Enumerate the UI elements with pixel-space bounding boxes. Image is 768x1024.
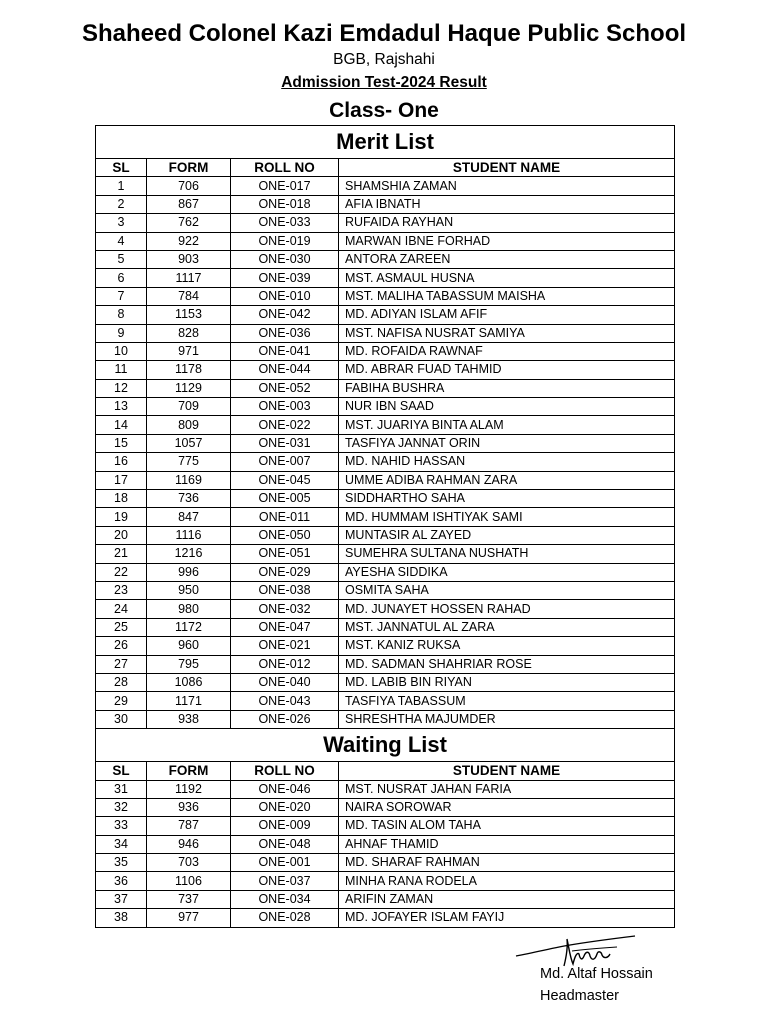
cell-form: 980	[147, 600, 231, 618]
cell-sl: 2	[96, 195, 147, 213]
cell-student-name: OSMITA SAHA	[339, 581, 675, 599]
cell-roll-no: ONE-028	[231, 909, 339, 927]
cell-roll-no: ONE-021	[231, 637, 339, 655]
cell-form: 1169	[147, 471, 231, 489]
table-row	[96, 780, 675, 798]
table-row	[96, 637, 675, 655]
cell-form: 1116	[147, 526, 231, 544]
cell-sl: 11	[96, 361, 147, 379]
column-header-roll: ROLL NO	[231, 762, 339, 780]
cell-roll-no: ONE-042	[231, 306, 339, 324]
column-header-form: FORM	[147, 159, 231, 177]
cell-roll-no: ONE-047	[231, 618, 339, 636]
cell-form: 867	[147, 195, 231, 213]
cell-sl: 29	[96, 692, 147, 710]
cell-form: 1216	[147, 545, 231, 563]
table-row	[96, 434, 675, 452]
cell-roll-no: ONE-034	[231, 890, 339, 908]
cell-roll-no: ONE-045	[231, 471, 339, 489]
column-header-sl: SL	[96, 762, 147, 780]
cell-student-name: UMME ADIBA RAHMAN ZARA	[339, 471, 675, 489]
column-header-name: STUDENT NAME	[339, 159, 675, 177]
cell-student-name: MST. KANIZ RUKSA	[339, 637, 675, 655]
cell-student-name: NAIRA SOROWAR	[339, 798, 675, 816]
cell-sl: 31	[96, 780, 147, 798]
cell-student-name: MD. JOFAYER ISLAM FAYIJ	[339, 909, 675, 927]
merit-list-title: Merit List	[96, 126, 675, 159]
cell-roll-no: ONE-052	[231, 379, 339, 397]
cell-roll-no: ONE-032	[231, 600, 339, 618]
cell-roll-no: ONE-026	[231, 710, 339, 728]
cell-sl: 26	[96, 637, 147, 655]
table-row	[96, 692, 675, 710]
cell-student-name: AFIA IBNATH	[339, 195, 675, 213]
cell-form: 809	[147, 416, 231, 434]
cell-roll-no: ONE-009	[231, 817, 339, 835]
cell-sl: 34	[96, 835, 147, 853]
cell-student-name: ARIFIN ZAMAN	[339, 890, 675, 908]
cell-form: 903	[147, 250, 231, 268]
cell-roll-no: ONE-039	[231, 269, 339, 287]
cell-sl: 35	[96, 854, 147, 872]
cell-form: 946	[147, 835, 231, 853]
cell-form: 977	[147, 909, 231, 927]
class-label: Class- One	[329, 99, 439, 122]
table-row	[96, 490, 675, 508]
cell-roll-no: ONE-022	[231, 416, 339, 434]
cell-sl: 15	[96, 434, 147, 452]
cell-form: 795	[147, 655, 231, 673]
cell-sl: 32	[96, 798, 147, 816]
cell-sl: 10	[96, 342, 147, 360]
cell-roll-no: ONE-012	[231, 655, 339, 673]
cell-form: 736	[147, 490, 231, 508]
table-row	[96, 416, 675, 434]
cell-sl: 37	[96, 890, 147, 908]
cell-roll-no: ONE-007	[231, 453, 339, 471]
school-name: Shaheed Colonel Kazi Emdadul Haque Public School	[81, 20, 687, 47]
cell-roll-no: ONE-030	[231, 250, 339, 268]
cell-form: 936	[147, 798, 231, 816]
table-row	[96, 324, 675, 342]
cell-roll-no: ONE-010	[231, 287, 339, 305]
cell-sl: 18	[96, 490, 147, 508]
cell-student-name: FABIHA BUSHRA	[339, 379, 675, 397]
results-table	[95, 125, 675, 928]
cell-form: 762	[147, 214, 231, 232]
cell-student-name: MD. ROFAIDA RAWNAF	[339, 342, 675, 360]
cell-student-name: MST. JUARIYA BINTA ALAM	[339, 416, 675, 434]
cell-form: 787	[147, 817, 231, 835]
cell-sl: 8	[96, 306, 147, 324]
cell-student-name: AHNAF THAMID	[339, 835, 675, 853]
table-row	[96, 581, 675, 599]
cell-student-name: MINHA RANA RODELA	[339, 872, 675, 890]
cell-roll-no: ONE-038	[231, 581, 339, 599]
cell-form: 1129	[147, 379, 231, 397]
cell-sl: 36	[96, 872, 147, 890]
table-row	[96, 563, 675, 581]
cell-form: 709	[147, 398, 231, 416]
cell-roll-no: ONE-019	[231, 232, 339, 250]
cell-form: 1086	[147, 673, 231, 691]
table-row	[96, 195, 675, 213]
cell-roll-no: ONE-005	[231, 490, 339, 508]
cell-roll-no: ONE-017	[231, 177, 339, 195]
cell-roll-no: ONE-041	[231, 342, 339, 360]
cell-form: 784	[147, 287, 231, 305]
cell-student-name: MST. JANNATUL AL ZARA	[339, 618, 675, 636]
table-row	[96, 287, 675, 305]
table-row	[96, 471, 675, 489]
cell-student-name: MUNTASIR AL ZAYED	[339, 526, 675, 544]
cell-sl: 5	[96, 250, 147, 268]
cell-roll-no: ONE-050	[231, 526, 339, 544]
cell-form: 737	[147, 890, 231, 908]
table-row	[96, 618, 675, 636]
cell-student-name: NUR IBN SAAD	[339, 398, 675, 416]
table-row	[96, 545, 675, 563]
cell-student-name: MD. NAHID HASSAN	[339, 453, 675, 471]
cell-form: 1153	[147, 306, 231, 324]
table-row	[96, 250, 675, 268]
cell-student-name: SHRESHTHA MAJUMDER	[339, 710, 675, 728]
table-row	[96, 453, 675, 471]
cell-sl: 12	[96, 379, 147, 397]
cell-form: 1171	[147, 692, 231, 710]
table-row	[96, 710, 675, 728]
cell-sl: 30	[96, 710, 147, 728]
cell-roll-no: ONE-044	[231, 361, 339, 379]
cell-roll-no: ONE-018	[231, 195, 339, 213]
exam-title-text: Admission Test-2024 Result	[281, 74, 487, 91]
cell-student-name: TASFIYA JANNAT ORIN	[339, 434, 675, 452]
exam-title	[0, 73, 768, 93]
cell-student-name: RUFAIDA RAYHAN	[339, 214, 675, 232]
cell-roll-no: ONE-020	[231, 798, 339, 816]
cell-student-name: MD. SADMAN SHAHRIAR ROSE	[339, 655, 675, 673]
merit-list-title-row	[96, 126, 675, 159]
cell-form: 960	[147, 637, 231, 655]
waiting-section	[96, 729, 675, 780]
column-header-name: STUDENT NAME	[339, 762, 675, 780]
table-row	[96, 890, 675, 908]
cell-student-name: MD. TASIN ALOM TAHA	[339, 817, 675, 835]
table-row	[96, 232, 675, 250]
cell-student-name: SUMEHRA SULTANA NUSHATH	[339, 545, 675, 563]
table-row	[96, 909, 675, 927]
cell-sl: 14	[96, 416, 147, 434]
cell-student-name: MD. LABIB BIN RIYAN	[339, 673, 675, 691]
cell-sl: 22	[96, 563, 147, 581]
merit-section	[96, 126, 675, 177]
waiting-list-title-row	[96, 729, 675, 762]
cell-sl: 27	[96, 655, 147, 673]
cell-sl: 13	[96, 398, 147, 416]
cell-sl: 19	[96, 508, 147, 526]
cell-student-name: SHAMSHIA ZAMAN	[339, 177, 675, 195]
column-header-roll: ROLL NO	[231, 159, 339, 177]
table-row	[96, 379, 675, 397]
table-row	[96, 177, 675, 195]
cell-form: 996	[147, 563, 231, 581]
table-row	[96, 526, 675, 544]
cell-student-name: MST. ASMAUL HUSNA	[339, 269, 675, 287]
cell-form: 1106	[147, 872, 231, 890]
cell-student-name: MD. ADIYAN ISLAM AFIF	[339, 306, 675, 324]
cell-form: 703	[147, 854, 231, 872]
cell-form: 775	[147, 453, 231, 471]
table-row	[96, 508, 675, 526]
cell-student-name: MD. SHARAF RAHMAN	[339, 854, 675, 872]
cell-sl: 33	[96, 817, 147, 835]
cell-form: 938	[147, 710, 231, 728]
column-header-sl: SL	[96, 159, 147, 177]
table-row	[96, 214, 675, 232]
signer-name: Md. Altaf Hossain	[540, 966, 653, 982]
merit-header-row	[96, 159, 675, 177]
cell-sl: 17	[96, 471, 147, 489]
cell-sl: 21	[96, 545, 147, 563]
cell-sl: 6	[96, 269, 147, 287]
table-row	[96, 600, 675, 618]
cell-student-name: MD. HUMMAM ISHTIYAK SAMI	[339, 508, 675, 526]
table-row	[96, 269, 675, 287]
table-row	[96, 817, 675, 835]
cell-sl: 4	[96, 232, 147, 250]
cell-form: 706	[147, 177, 231, 195]
cell-student-name: MD. ABRAR FUAD TAHMID	[339, 361, 675, 379]
cell-student-name: MST. MALIHA TABASSUM MAISHA	[339, 287, 675, 305]
cell-form: 1117	[147, 269, 231, 287]
table-row	[96, 673, 675, 691]
cell-form: 1057	[147, 434, 231, 452]
cell-student-name: TASFIYA TABASSUM	[339, 692, 675, 710]
cell-student-name: SIDDHARTHO SAHA	[339, 490, 675, 508]
cell-roll-no: ONE-040	[231, 673, 339, 691]
table-row	[96, 854, 675, 872]
cell-sl: 38	[96, 909, 147, 927]
cell-form: 1192	[147, 780, 231, 798]
cell-roll-no: ONE-029	[231, 563, 339, 581]
table-row	[96, 798, 675, 816]
cell-sl: 20	[96, 526, 147, 544]
cell-form: 1172	[147, 618, 231, 636]
cell-form: 847	[147, 508, 231, 526]
cell-roll-no: ONE-033	[231, 214, 339, 232]
waiting-list-title: Waiting List	[96, 729, 675, 762]
cell-student-name: MARWAN IBNE FORHAD	[339, 232, 675, 250]
cell-student-name: AYESHA SIDDIKA	[339, 563, 675, 581]
cell-student-name: MST. NUSRAT JAHAN FARIA	[339, 780, 675, 798]
table-row	[96, 361, 675, 379]
cell-sl: 1	[96, 177, 147, 195]
cell-roll-no: ONE-001	[231, 854, 339, 872]
cell-roll-no: ONE-036	[231, 324, 339, 342]
table-row	[96, 342, 675, 360]
cell-sl: 9	[96, 324, 147, 342]
cell-roll-no: ONE-031	[231, 434, 339, 452]
cell-roll-no: ONE-051	[231, 545, 339, 563]
cell-form: 828	[147, 324, 231, 342]
cell-roll-no: ONE-046	[231, 780, 339, 798]
table-row	[96, 872, 675, 890]
table-row	[96, 835, 675, 853]
cell-sl: 25	[96, 618, 147, 636]
cell-student-name: MD. JUNAYET HOSSEN RAHAD	[339, 600, 675, 618]
waiting-header-row	[96, 762, 675, 780]
cell-roll-no: ONE-003	[231, 398, 339, 416]
cell-form: 922	[147, 232, 231, 250]
cell-sl: 23	[96, 581, 147, 599]
merit-list-rows	[96, 177, 675, 729]
cell-sl: 28	[96, 673, 147, 691]
cell-sl: 16	[96, 453, 147, 471]
cell-form: 1178	[147, 361, 231, 379]
cell-roll-no: ONE-037	[231, 872, 339, 890]
cell-roll-no: ONE-048	[231, 835, 339, 853]
signer-title: Headmaster	[540, 988, 619, 1004]
table-row	[96, 306, 675, 324]
table-row	[96, 398, 675, 416]
cell-student-name: MST. NAFISA NUSRAT SAMIYA	[339, 324, 675, 342]
cell-sl: 24	[96, 600, 147, 618]
cell-sl: 7	[96, 287, 147, 305]
cell-student-name: ANTORA ZAREEN	[339, 250, 675, 268]
cell-roll-no: ONE-011	[231, 508, 339, 526]
column-header-form: FORM	[147, 762, 231, 780]
cell-roll-no: ONE-043	[231, 692, 339, 710]
table-row	[96, 655, 675, 673]
cell-form: 971	[147, 342, 231, 360]
cell-sl: 3	[96, 214, 147, 232]
waiting-list-rows	[96, 780, 675, 927]
cell-form: 950	[147, 581, 231, 599]
school-location: BGB, Rajshahi	[333, 51, 435, 68]
